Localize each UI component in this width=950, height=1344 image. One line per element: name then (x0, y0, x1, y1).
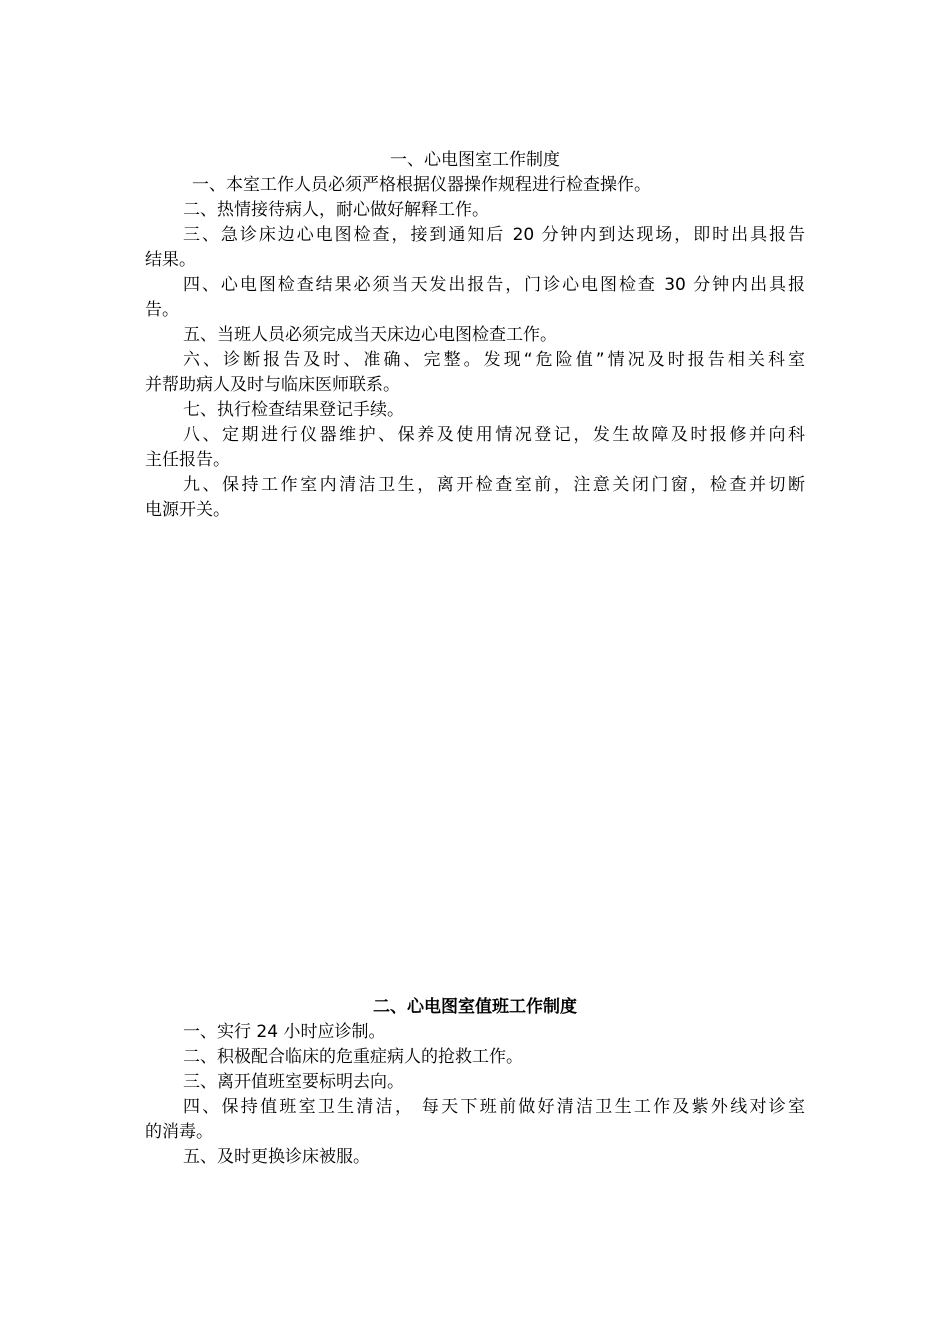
rule-item (145, 273, 805, 323)
rule-line: 五、及时更换诊床被服。 (183, 1147, 370, 1167)
section-title: 一、心电图室工作制度 (390, 150, 560, 170)
rule-line: 三、离开值班室要标明去向。 (183, 1072, 404, 1092)
rule-line-continued: 主任报告。 (145, 450, 230, 470)
section-ecg-room-rules (145, 148, 805, 523)
rule-line: 六、诊断报告及时、准确、完整。发现“危险值”情况及时报告相关科室 (183, 350, 805, 370)
section-title: 二、心电图室值班工作制度 (373, 997, 577, 1017)
rule-line: 四、保持值班室卫生清洁， 每天下班前做好清洁卫生工作及紫外线对诊室 (183, 1097, 805, 1117)
rule-item (145, 1045, 805, 1070)
rule-line-continued: 结果。 (145, 250, 196, 270)
rule-line: 一、本室工作人员必须严格根据仪器操作规程进行检查操作。 (192, 175, 651, 195)
section-ecg-duty-rules (145, 995, 805, 1170)
rule-item (145, 348, 805, 398)
rule-line: 一、实行 24 小时应诊制。 (183, 1022, 386, 1042)
rule-item (145, 323, 805, 348)
rule-item (145, 173, 805, 198)
rule-item (145, 198, 805, 223)
rule-line: 七、执行检查结果登记手续。 (183, 400, 404, 420)
rule-item (145, 1145, 805, 1170)
rule-line: 八、定期进行仪器维护、保养及使用情况登记，发生故障及时报修并向科 (183, 425, 805, 445)
rule-line: 五、当班人员必须完成当天床边心电图检查工作。 (183, 325, 557, 345)
rule-item (145, 423, 805, 473)
rule-line-continued: 电源开关。 (145, 500, 230, 520)
rule-line: 二、积极配合临床的危重症病人的抢救工作。 (183, 1047, 523, 1067)
rule-item (145, 1020, 805, 1045)
rule-line: 四、心电图检查结果必须当天发出报告，门诊心电图检查 30 分钟内出具报 (183, 275, 805, 295)
rule-line-continued: 的消毒。 (145, 1122, 213, 1142)
rule-line: 九、保持工作室内清洁卫生，离开检查室前，注意关闭门窗，检查并切断 (183, 475, 805, 495)
rule-item (145, 1070, 805, 1095)
rule-item (145, 1095, 805, 1145)
rule-item (145, 223, 805, 273)
rule-line-continued: 并帮助病人及时与临床医师联系。 (145, 375, 400, 395)
rule-line-continued: 告。 (145, 300, 179, 320)
rule-item (145, 398, 805, 423)
rule-line: 三、急诊床边心电图检查，接到通知后 20 分钟内到达现场，即时出具报告 (183, 225, 805, 245)
rule-item (145, 473, 805, 523)
rule-line: 二、热情接待病人，耐心做好解释工作。 (183, 200, 489, 220)
